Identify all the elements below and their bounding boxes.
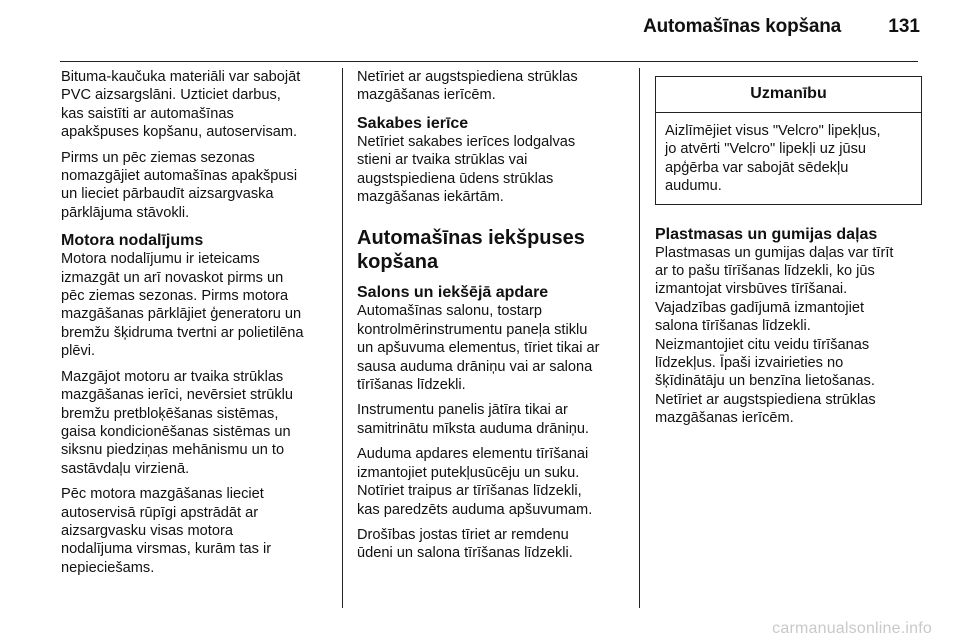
paragraph-steam-cleaning: Mazgājot motoru ar tvaika strūklas mazgāšanas ierīci, nevērsiet strūklu bremžu pretbloķēšanas sistēmas, gaisa kondicionēšanas sistēmas un siksnu piedziņas mehānismu un to sastāvdaļu virzienā. <box>61 368 293 477</box>
caution-box <box>655 76 922 205</box>
column-middle <box>357 68 625 570</box>
paragraph-engine-wash: Motora nodalījumu ir ieteicams izmazgāt un arī novaskot pirms un pēc ziemas sezonas. Pirms motora mazgāšanas pārklājiet ģeneratoru un bremžu šķidruma tvertni ar polietilēna plēvi. <box>61 251 304 360</box>
column-divider-1 <box>342 68 343 608</box>
caution-title: Uzmanību <box>656 77 921 113</box>
header-rule <box>60 61 918 62</box>
watermark: carmanualsonline.info <box>772 620 932 637</box>
paragraph-plastic-rubber: Plastmasas un gumijas daļas var tīrīt ar to pašu tīrīšanas līdzekli, ko jūs izmantojat virsbūves tīrīšanai. Vajadzības gadījumā izmantojiet salona tīrīšanas līdzekli. Neizmantojiet citu veidu tīrīšanas līdzekļus. Īpaši izvairieties no šķīdinātāju un benzīna lietošanas. Netīriet ar augstspiediena strūklas mazgāšanas ierīcēm. <box>655 244 894 427</box>
heading-plastic-rubber: Plastmasas un gumijas daļas <box>655 225 878 243</box>
paragraph-towbar: Netīriet sakabes ierīces lodgalvas stieni ar tvaika strūklas vai augstspiediena ūdens strūklas mazgāšanas iekārtām. <box>357 133 576 206</box>
page-number: 131 <box>888 16 920 37</box>
paragraph-bitumen-warning: Bituma-kaučuka materiāli var sabojāt PVC aizsargslāni. Uzticiet darbus, kas saistīti ar automašīnas apakšpuses kopšanu, autoservisam. <box>61 69 301 141</box>
paragraph-engine-wax: Pēc motora mazgāšanas lieciet autoservisā rūpīgi apstrādāt ar aizsargvasku visas motora nodalījuma virsmas, kurām tas ir nepieciešams. <box>61 486 272 576</box>
paragraph-no-high-pressure: Netīriet ar augstspiediena strūklas mazgāšanas ierīcēm. <box>357 69 578 104</box>
column-left <box>61 68 335 584</box>
page-header-title: Automašīnas kopšana <box>643 16 841 37</box>
heading-interior-care: Automašīnas iekšpuses kopšana <box>357 227 585 274</box>
column-divider-2 <box>639 68 640 608</box>
heading-towbar: Sakabes ierīce <box>357 114 469 132</box>
paragraph-instrument-panel: Instrumentu panelis jātīra tikai ar samitrinātu mīksta auduma drāniņu. <box>357 402 589 437</box>
paragraph-salon-cleaning: Automašīnas salonu, tostarp kontrolmērinstrumentu paneļa stiklu un apšuvuma elementus, tīriet tikai ar sausa auduma drāniņu vai ar salona tīrīšanas līdzekli. <box>357 303 600 394</box>
heading-salon-trim: Salons un iekšējā apdare <box>357 284 549 302</box>
paragraph-fabric-trim: Auduma apdares elementu tīrīšanai izmantojiet putekļusūcēju un suku. Notīriet traipus ar tīrīšanas līdzekli, kas paredzēts auduma apšuvumam. <box>357 446 593 518</box>
caution-text: Aizlīmējiet visus "Velcro" lipekļus, jo atvērti "Velcro" lipekļi uz jūsu apģērba var sabojāt sēdekļu audumu. <box>665 123 881 195</box>
paragraph-underbody-winter: Pirms un pēc ziemas sezonas nomazgājiet automašīnas apakšpusi un lieciet pārbaudīt aizsargvaska pārklājuma stāvokli. <box>61 149 298 221</box>
column-right <box>655 68 922 435</box>
paragraph-seat-belts: Drošības jostas tīriet ar remdenu ūdeni un salona tīrīšanas līdzekli. <box>357 526 573 562</box>
heading-engine-compartment: Motora nodalījums <box>61 232 204 250</box>
